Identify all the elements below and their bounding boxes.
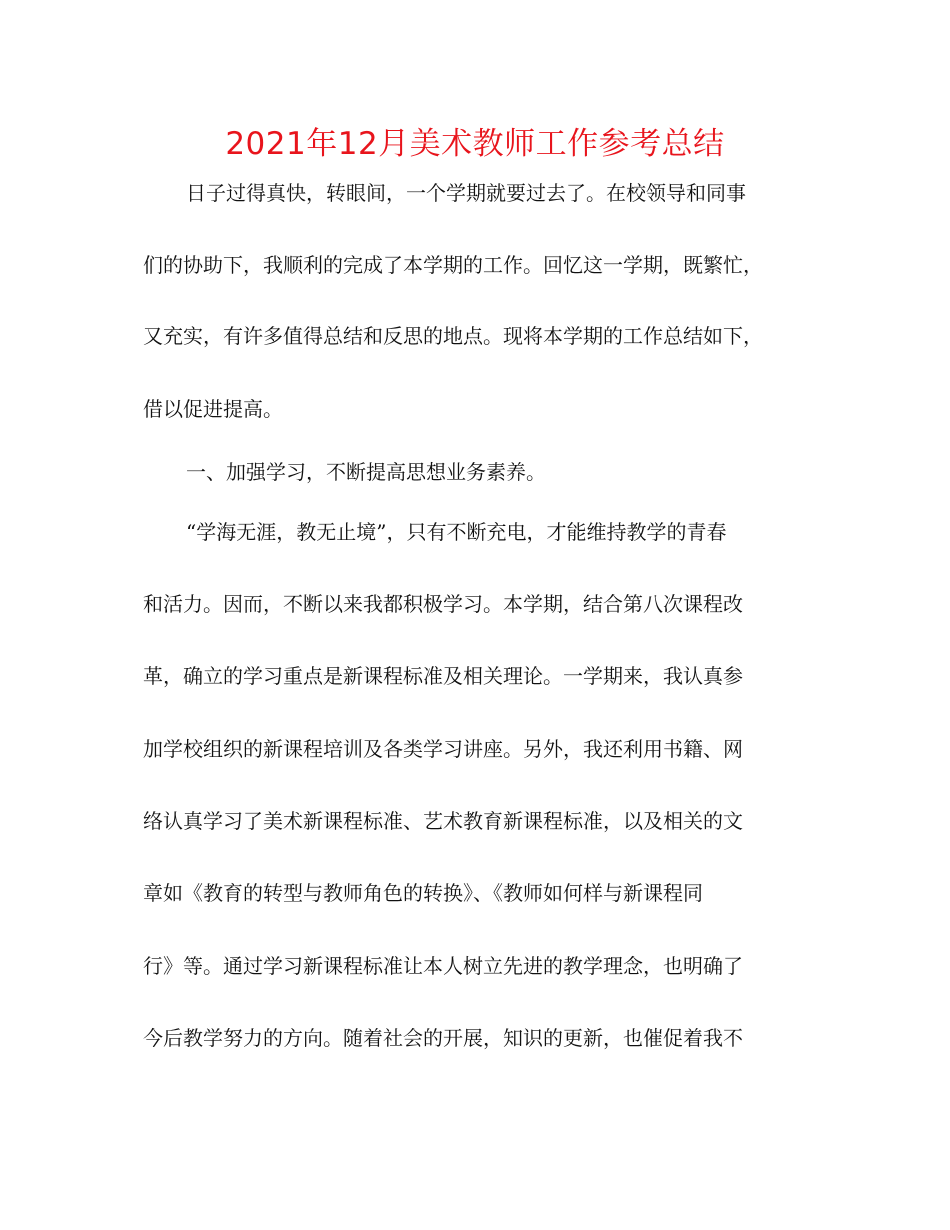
paragraph-line-12: 行》等。通过学习新课程标准让本人树立先进的教学理念，也明确了 — [143, 954, 743, 978]
paragraph-line-13: 今后教学努力的方向。随着社会的开展，知识的更新，也催促着我不 — [143, 1026, 743, 1050]
paragraph-line-7: 和活力。因而，不断以来我都积极学习。本学期，结合第八次课程改 — [143, 592, 743, 616]
paragraph-line-9: 加学校组织的新课程培训及各类学习讲座。另外，我还利用书籍、网 — [143, 737, 743, 761]
section-heading-1: 一、加强学习，不断提高思想业务素养。 — [186, 460, 546, 484]
paragraph-line-2: 们的协助下，我顺利的完成了本学期的工作。回忆这一学期，既繁忙， — [143, 253, 763, 277]
paragraph-line-11: 章如《教育的转型与教师角色的转换》、《教师如何样与新课程同 — [143, 881, 703, 905]
paragraph-line-1: 日子过得真快，转眼间，一个学期就要过去了。在校领导和同事 — [186, 181, 746, 205]
document-title: 2021年12月美术教师工作参考总结 — [225, 126, 725, 162]
paragraph-line-6: “学海无涯，教无止境”，只有不断充电，才能维持教学的青春 — [186, 520, 727, 544]
paragraph-line-4: 借以促进提高。 — [143, 397, 283, 421]
paragraph-line-3: 又充实，有许多值得总结和反思的地点。现将本学期的工作总结如下， — [143, 324, 763, 348]
paragraph-line-10: 络认真学习了美术新课程标准、艺术教育新课程标准，以及相关的文 — [143, 809, 743, 833]
paragraph-line-8: 革，确立的学习重点是新课程标准及相关理论。一学期来，我认真参 — [143, 664, 743, 688]
